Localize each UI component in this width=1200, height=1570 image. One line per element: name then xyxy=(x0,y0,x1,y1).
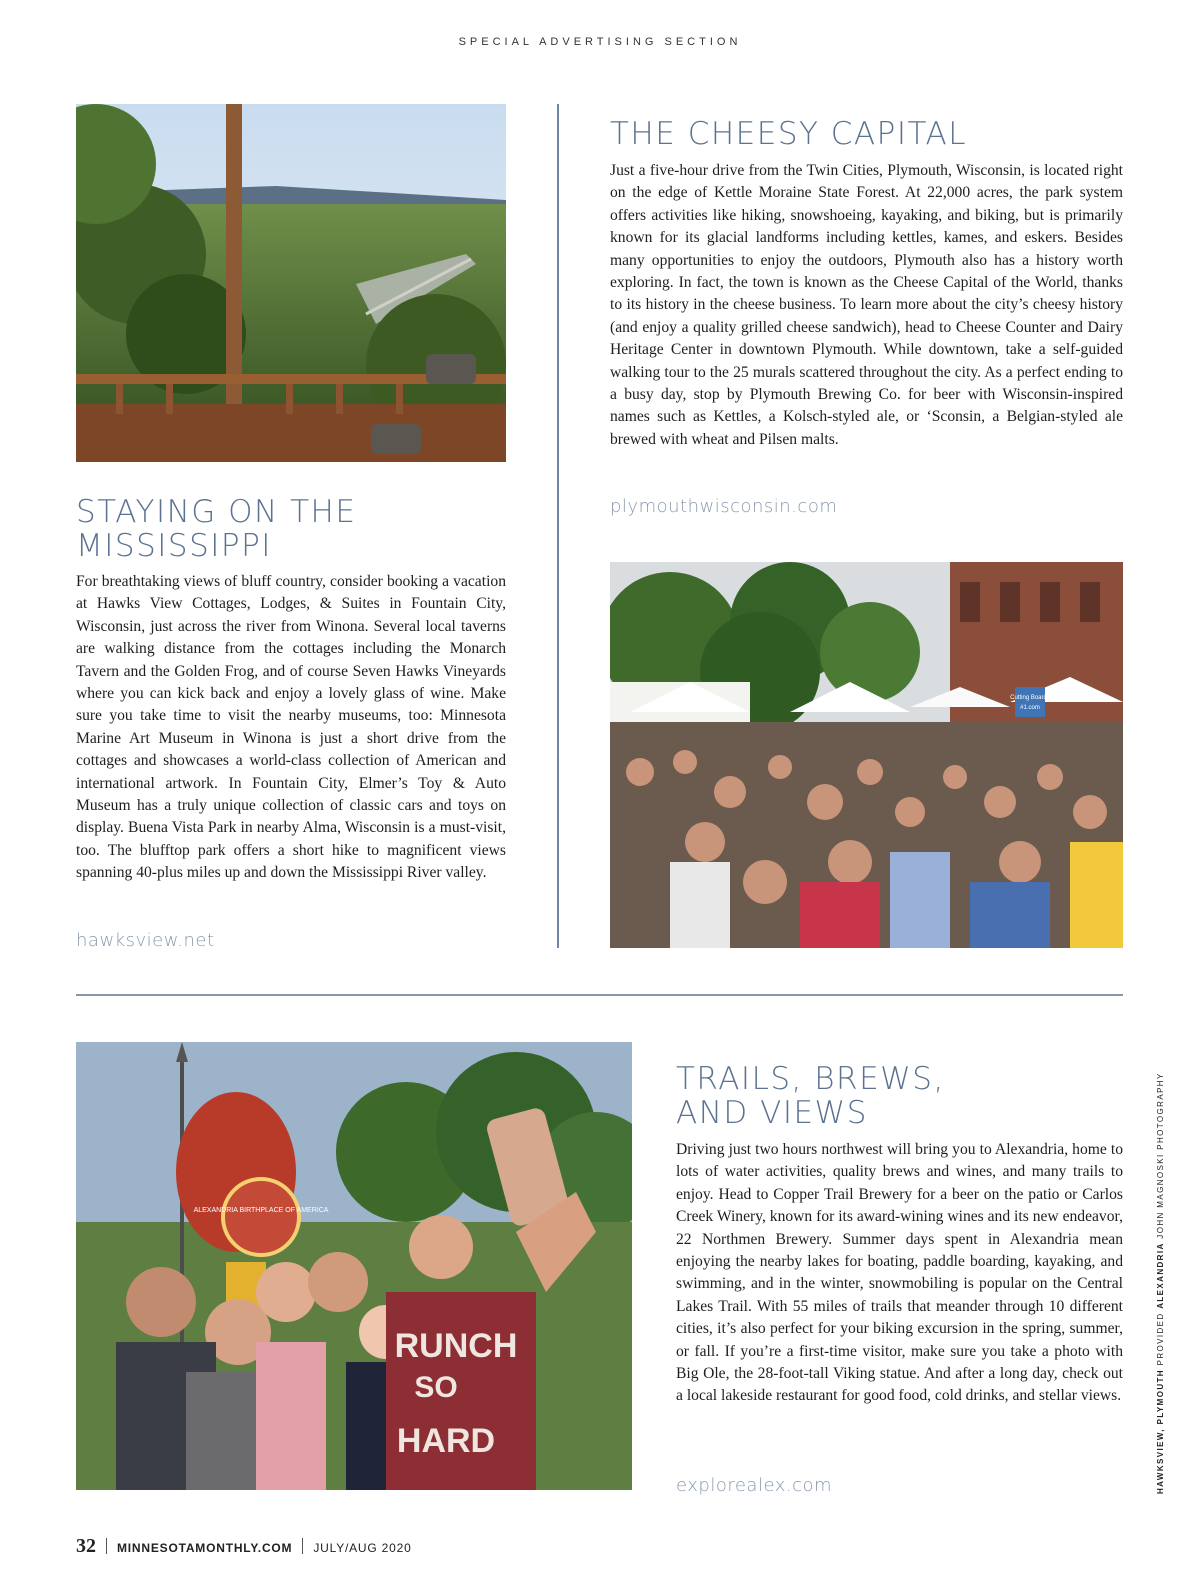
section-divider xyxy=(76,994,1123,996)
staying-on-the-mississippi-heading xyxy=(76,495,506,563)
hawksview-link[interactable]: hawksview.net xyxy=(76,930,215,951)
market-sign-text-2: #1.com xyxy=(1020,705,1040,711)
explorealex-link[interactable]: explorealex.com xyxy=(676,1475,833,1496)
page-footer xyxy=(76,1535,412,1558)
heading-line-2: AND VIEWS xyxy=(676,1095,868,1131)
bluff-view-photo xyxy=(76,104,506,462)
plymouth-link[interactable]: plymouthwisconsin.com xyxy=(610,496,838,517)
shirt-text-line-2: SO xyxy=(414,1371,458,1404)
shirt-text-line-3: HARD xyxy=(396,1422,496,1460)
heading-line-1: STAYING ON THE xyxy=(76,494,357,530)
heading-line-2: MISSISSIPPI xyxy=(76,528,272,564)
footer-issue: JULY/AUG 2020 xyxy=(313,1541,412,1555)
cheesy-capital-heading: THE CHEESY CAPITAL xyxy=(610,116,967,152)
market-sign-text: Cutting Boards xyxy=(1010,695,1050,701)
viking-shield-text: ALEXANDRIA BIRTHPLACE OF AMERICA xyxy=(193,1207,329,1214)
section-header: SPECIAL ADVERTISING SECTION xyxy=(458,36,742,48)
footer-separator xyxy=(302,1538,303,1554)
heading-line-1: TRAILS, BREWS, xyxy=(676,1061,945,1097)
trails-brews-views-body: Driving just two hours northwest will bring you to Alexandria, home to lots of water activities, quality brews and wines, and many trails to enjoy. Head to Copper Trail Brewery for a beer on the patio or Carlos Creek Winery, known for its award-wining wines and its new endeavor, 22 Northmen Brewery. Summer days spent in Alexandria mean enjoying the nearby lakes for boating, paddle boarding, kayaking, and swimming, and in the winter, snowmobiling is popular on the Central Lakes Trail. With 55 miles of trails that meander through 10 different cities, it’s also perfect for your biking excursion in the spring, summer, or fall. If you’re a first-time visitor, make sure you take a photo with Big Ole, the 28-foot-tall Viking statue. And after a long day, check out a local lakeside restaurant for good food, cold drinks, and stellar views. xyxy=(676,1141,1123,1405)
page-number: 32 xyxy=(76,1535,96,1557)
photo-credit: HAWKSVIEW, PLYMOUTH PROVIDED ALEXANDRIA JOHN MAGNOSKI PHOTOGRAPHY xyxy=(1156,1072,1165,1494)
trails-brews-views-heading xyxy=(676,1062,1123,1130)
staying-on-the-mississippi-body: For breathtaking views of bluff country, consider booking a vacation at Hawks View Cottages, Lodges, & Suites in Fountain City, Wisconsin, just across the river from Winona. Several local taverns are walking distance from the cottages including the Monarch Tavern and the Golden Frog, and of course Seven Hawks Vineyards where you can kick back and enjoy a lovely glass of wine. Make sure you take time to visit the nearby museums, too: Minnesota Marine Art Museum in Winona is just a short drive from the cottages and showcases a world-class collection of American and international artwork. In Fountain City, Elmer’s Toy & Auto Museum has a truly unique collection of classic cars and toys on display. Buena Vista Park in nearby Alma, Wisconsin is a must-visit, too. The blufftop park offers a short hike to magnificent views spanning 40-plus miles up and down the Mississippi River valley. xyxy=(76,573,506,882)
footer-separator xyxy=(106,1538,107,1554)
cheesy-capital-body: Just a five-hour drive from the Twin Cities, Plymouth, Wisconsin, is located right on the edge of Kettle Moraine State Forest. At 22,000 acres, the park system offers activities like hiking, snowshoeing, kayaking, and biking, but is primarily known for its glacial landforms including kettles, kames, and eskers. Besides many opportunities to enjoy the outdoors, Plymouth also has a history worth exploring. In fact, the town is known as the Cheese Capital of the World, thanks to its history in the cheese business. To learn more about the city’s cheesy history (and enjoy a quality grilled cheese sandwich), head to Cheese Counter and Dairy Heritage Center in downtown Plymouth. While downtown, take a self-guided walking tour to the 25 murals scattered throughout the city. As a perfect ending to a busy day, stop by Plymouth Brewing Co. for beer with Wisconsin-inspired names such as Kettles, a Kolsch-styled ale, or ‘Sconsin, a Belgian-styled ale brewed with wheat and Pilsen malts. xyxy=(610,162,1123,448)
shirt-text-line-1: RUNCH xyxy=(394,1327,518,1365)
footer-site[interactable]: MINNESOTAMONTHLY.COM xyxy=(117,1541,293,1555)
column-divider xyxy=(557,104,559,948)
big-ole-selfie-photo xyxy=(76,1042,632,1490)
plymouth-festival-photo xyxy=(610,562,1123,948)
